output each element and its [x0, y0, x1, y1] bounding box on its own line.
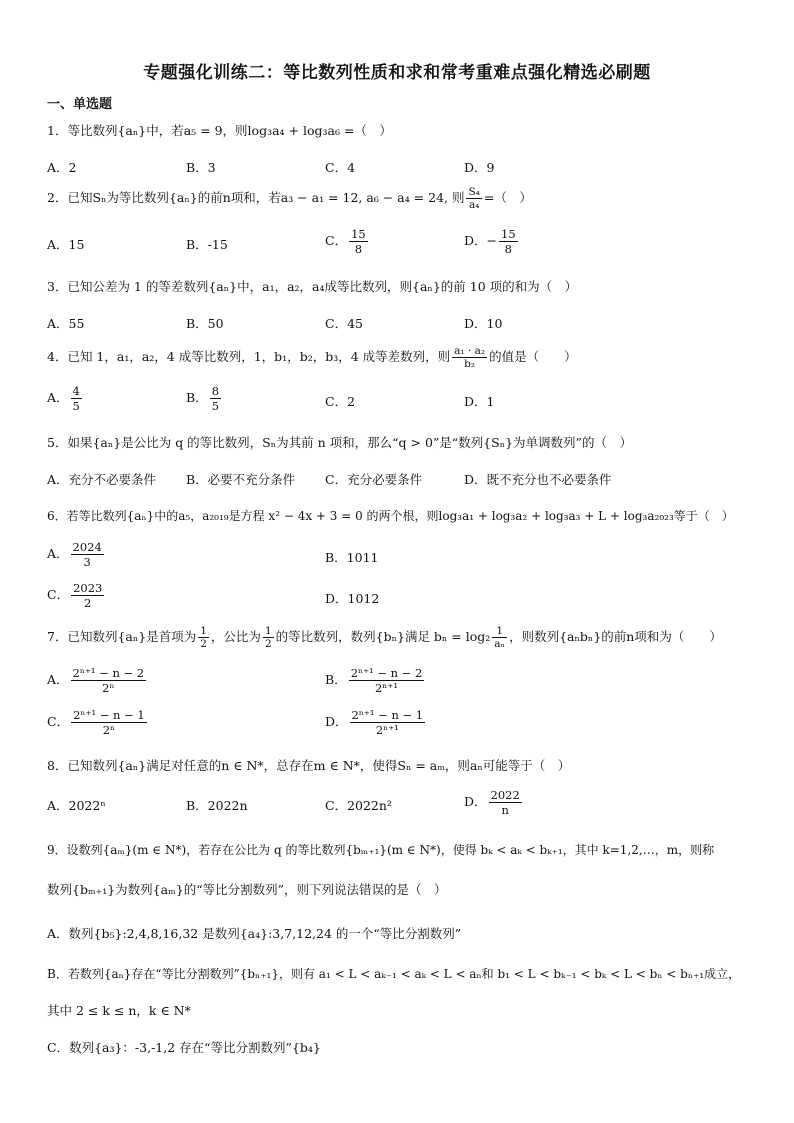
option-fraction: [350, 708, 426, 737]
fraction-numerator: 2ⁿ⁺¹ − n − 2: [350, 666, 423, 680]
question-7-stem-text: 7．已知数列{aₙ}是首项为: [47, 629, 197, 644]
fraction-denominator: b₂: [464, 358, 476, 370]
question-3-stem: 3．已知公差为 1 的等差数列{aₙ}中，a₁，a₂，a₄成等比数列，则{aₙ}的前 10 项的和为（ ）: [47, 279, 578, 294]
fraction-numerator: 2ⁿ⁺¹ − n − 1: [73, 708, 145, 722]
log-fraction: [492, 625, 507, 650]
question-8-option-a[interactable]: A．2022ⁿ: [47, 798, 106, 813]
option-label: D．: [464, 794, 487, 809]
option-label: B．: [325, 672, 347, 687]
fraction-denominator: 5: [72, 399, 80, 413]
question-5-option-c[interactable]: C．充分必要条件: [325, 472, 423, 487]
fraction-denominator: a₄: [468, 199, 480, 211]
question-6-option-a[interactable]: [47, 540, 106, 569]
option-fraction: [499, 227, 518, 256]
option-fraction: [71, 384, 82, 413]
question-5-option-a[interactable]: A．充分不必要条件: [47, 472, 157, 487]
question-8-option-b[interactable]: B．2022n: [186, 798, 248, 813]
question-4-stem-text: 4．已知 1，a₁，a₂，4 成等比数列，1，b₁，b₂，b₃，4 成等差数列，则: [47, 349, 451, 364]
fraction-numerator: 2ⁿ⁺¹ − n − 1: [351, 708, 424, 722]
question-1-option-d[interactable]: D．9: [464, 160, 495, 175]
question-4-stem-end: 的值是（ ）: [489, 349, 577, 364]
question-6-stem: 6．若等比数列{aₙ}中的a₅，a₂₀₁₉是方程 x² − 4x + 3 = 0 的两个根，则log₃a₁ + log₃a₂ + log₃a₃ + L + log₃a₂₀₂₃等于（ ）: [47, 509, 734, 523]
question-7-stem: [47, 625, 722, 650]
question-9-option-b-line-2: 其中 2 ≤ k ≤ n，k ∈ N*: [47, 1003, 191, 1018]
question-1-option-a[interactable]: A．2: [47, 160, 77, 175]
question-4-option-b[interactable]: [186, 384, 223, 413]
option-label: C．: [47, 714, 70, 729]
question-7-stem-text: 的等比数列，数列{bₙ}满足 bₙ = log₂: [275, 629, 491, 644]
fraction-denominator: 2ⁿ: [102, 723, 116, 737]
fraction-numerator: 4: [72, 384, 80, 398]
question-9-option-c[interactable]: C．数列{a₃}：-3,-1,2 存在“等比分割数列”{b₄}: [47, 1040, 321, 1055]
question-2-option-b[interactable]: B．-15: [186, 237, 228, 252]
question-3-option-a[interactable]: A．55: [47, 316, 85, 331]
question-7-stem-end: ，则数列{aₙbₙ}的前n项和为（ ）: [509, 629, 722, 644]
fraction-denominator: 8: [504, 242, 512, 256]
fraction-denominator: 8: [354, 242, 363, 256]
question-7-option-d[interactable]: [325, 708, 427, 737]
question-4-option-a[interactable]: [47, 384, 84, 413]
question-6-option-d[interactable]: D．1012: [325, 591, 380, 606]
question-1-option-c[interactable]: C．4: [325, 160, 356, 175]
option-fraction: [71, 581, 104, 610]
fraction-denominator: n: [501, 803, 509, 817]
question-4-stem: [47, 345, 577, 370]
fraction-denominator: 2ⁿ: [102, 681, 115, 695]
fraction-numerator: 2022: [490, 788, 520, 802]
page-title: 专题强化训练二：等比数列性质和求和常考重难点强化精选必刷题: [143, 63, 651, 83]
question-6-option-b[interactable]: B．1011: [325, 550, 379, 565]
fraction-denominator: 2ⁿ⁺¹: [375, 723, 399, 737]
question-2-option-a[interactable]: A．15: [47, 237, 85, 252]
question-2-stem: [47, 186, 532, 211]
question-5-stem: 5．如果{aₙ}是公比为 q 的等比数列，Sₙ为其前 n 项和，那么“q > 0”是“数列{Sₙ}为单调数列”的（ ）: [47, 435, 632, 450]
question-2-fraction: [466, 186, 481, 211]
question-4-fraction: [452, 345, 487, 370]
fraction-numerator: 15: [351, 227, 366, 241]
question-9-option-a[interactable]: A．数列{b₅}:2,4,8,16,32 是数列{a₄}:3,7,12,24 的一个“等比分割数列”: [47, 926, 462, 941]
fraction-denominator: 5: [211, 399, 220, 413]
question-9-stem-line-1: 9．设数列{aₘ}(m ∈ N*)，若存在公比为 q 的等比数列{bₘ₊₁}(m ∈ N*)，使得 bₖ < aₖ < bₖ₊₁，其中 k=1,2,…，m，则称: [47, 843, 715, 857]
question-6-option-c[interactable]: [47, 581, 106, 610]
question-3-option-c[interactable]: C．45: [325, 316, 363, 331]
question-5-option-b[interactable]: B．必要不充分条件: [186, 472, 296, 487]
fraction-numerator: 8: [211, 384, 220, 398]
fraction-denominator: 2ⁿ⁺¹: [374, 681, 398, 695]
option-fraction: [71, 708, 147, 737]
fraction-denominator: 2: [84, 596, 92, 610]
first-term-fraction: [198, 625, 209, 650]
question-2-option-c[interactable]: [325, 227, 370, 256]
question-2-stem-text: 2．已知Sₙ为等比数列{aₙ}的前n项和，若a₃ − a₁ = 12, a₆ − a₄ = 24, 则: [47, 190, 465, 205]
option-fraction: [71, 666, 147, 695]
option-fraction: [71, 540, 104, 569]
fraction-numerator: S₄: [468, 186, 480, 198]
fraction-numerator: 2024: [72, 540, 102, 554]
question-1-stem: 1．等比数列{aₙ}中，若a₅ = 9，则log₃a₄ + log₃a₆ =（ ）: [47, 123, 392, 138]
question-9-stem-line-2: 数列{bₘ₊₁}为数列{aₘ}的“等比分割数列”，则下列说法错误的是（ ）: [47, 882, 447, 897]
fraction-denominator: 3: [83, 555, 91, 569]
fraction-numerator: 2023: [73, 581, 103, 595]
question-8-option-c[interactable]: C．2022n²: [325, 798, 392, 813]
question-8-stem: 8．已知数列{aₙ}满足对任意的n ∈ N*，总存在m ∈ N*，使得Sₙ = aₘ，则aₙ可能等于（ ）: [47, 758, 571, 773]
fraction-denominator: 2: [200, 638, 207, 650]
question-3-option-b[interactable]: B．50: [186, 316, 224, 331]
question-4-option-c[interactable]: C．2: [325, 394, 356, 409]
question-7-option-a[interactable]: [47, 666, 148, 695]
option-label: B．: [186, 390, 208, 405]
question-9-option-b-line-1[interactable]: B．若数列{aₙ}存在“等比分割数列”{bₙ₊₁}，则有 a₁ < L < aₖ₋₁ < aₖ < L < aₙ和 b₁ < L < bₖ₋₁ < bₖ < L < bₙ < bₙ₊₁成立，: [47, 967, 741, 981]
question-7-option-b[interactable]: [325, 666, 426, 695]
option-label: A．: [47, 546, 69, 561]
fraction-numerator: 1: [492, 625, 507, 638]
fraction-numerator: 15: [501, 227, 516, 241]
option-label: C．: [47, 587, 70, 602]
fraction-numerator: a₁ · a₂: [454, 345, 486, 357]
fraction-numerator: 1: [200, 625, 207, 637]
section-heading: 一、单选题: [47, 97, 113, 112]
option-fraction: [489, 788, 522, 817]
fraction-denominator: 2: [264, 638, 272, 650]
question-3-option-d[interactable]: D．10: [464, 316, 503, 331]
question-8-option-d[interactable]: [464, 788, 524, 817]
ratio-fraction: [263, 625, 274, 650]
question-7-stem-text: ，公比为: [210, 629, 261, 644]
fraction-denominator: aₙ: [494, 638, 506, 650]
option-label: A．: [47, 672, 69, 687]
question-7-option-c[interactable]: [47, 708, 149, 737]
option-label: C．: [325, 233, 348, 248]
option-fraction: [349, 227, 368, 256]
option-fraction: [349, 666, 425, 695]
option-fraction: [210, 384, 221, 413]
question-4-option-d[interactable]: D．1: [464, 394, 495, 409]
fraction-numerator: 1: [264, 625, 272, 637]
fraction-numerator: 2ⁿ⁺¹ − n − 2: [72, 666, 145, 680]
option-label: D．−: [464, 233, 497, 248]
question-2-option-d[interactable]: [464, 227, 520, 256]
question-5-option-d[interactable]: D．既不充分也不必要条件: [464, 472, 612, 487]
option-label: D．: [325, 714, 348, 729]
question-1-option-b[interactable]: B．3: [186, 160, 216, 175]
option-label: A．: [47, 390, 69, 405]
question-2-stem-end: =（ ）: [483, 190, 532, 205]
